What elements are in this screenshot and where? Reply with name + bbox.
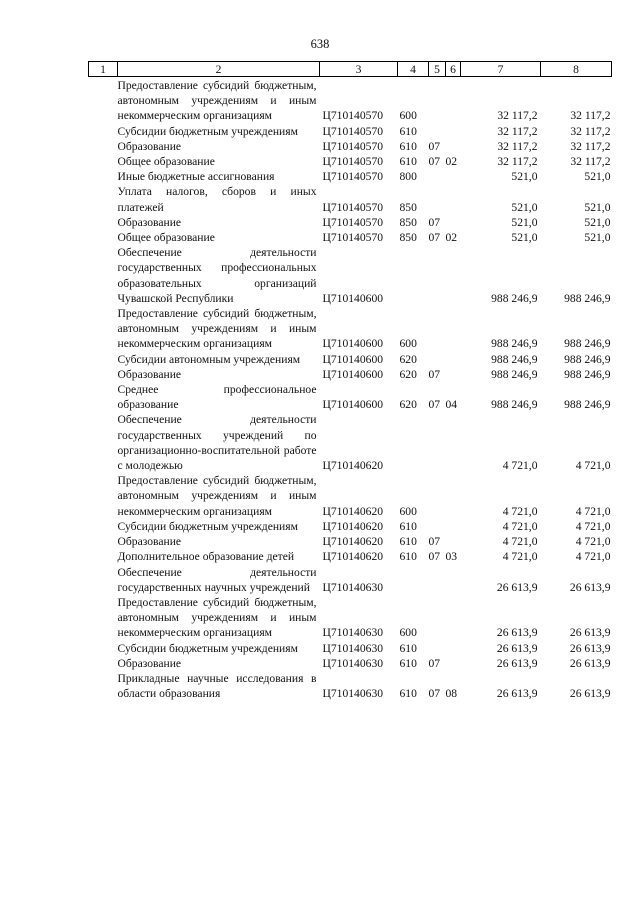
amount-year2-cell: 521,0: [584, 170, 611, 184]
expense-type-cell: 850: [399, 200, 417, 214]
subsection-cell: [446, 565, 461, 595]
item-name-cell: Образование: [117, 367, 182, 381]
section-cell: [429, 412, 446, 473]
row-number-cell: [89, 77, 118, 124]
item-name-cell: Предоставление субсидий бюджетным, автономным учреждениям и иным некоммерческим организациям: [117, 79, 317, 123]
table-row: [89, 412, 612, 473]
row-number-cell: [89, 671, 118, 701]
row-number-cell: [89, 382, 118, 412]
subsection-cell: [446, 184, 461, 214]
table-row: [89, 245, 612, 306]
amount-year1-cell: 521,0: [511, 170, 538, 184]
amount-year2-cell: 32 117,2: [570, 155, 611, 169]
item-name-cell: Обеспечение деятельности государственных профессиональных образовательных организаций Чувашской Республики: [117, 246, 317, 305]
amount-year2-cell: 26 613,9: [569, 626, 611, 640]
amount-year1-cell: 26 613,9: [496, 687, 538, 701]
item-name-cell: Предоставление субсидий бюджетным, автономным учреждениям и иным некоммерческим организациям: [117, 595, 317, 640]
item-name-cell: Образование: [117, 139, 182, 153]
section-cell: 07: [428, 398, 441, 412]
item-name-cell: Предоставление субсидий бюджетным, автономным учреждениям и иным некоммерческим организациям: [117, 307, 317, 351]
section-cell: 07: [428, 215, 441, 229]
subsection-cell: [446, 519, 461, 534]
subsection-cell: 02: [445, 231, 458, 245]
item-name-cell: Образование: [117, 656, 182, 670]
section-cell: 07: [428, 535, 441, 549]
amount-year2-cell: 32 117,2: [570, 109, 611, 123]
amount-year1-cell: 26 613,9: [496, 580, 538, 594]
target-article-code-cell: Ц710140620: [322, 519, 384, 533]
subsection-cell: [446, 412, 461, 473]
target-article-code-cell: Ц710140570: [322, 170, 384, 184]
section-cell: [429, 169, 446, 184]
expense-type-cell: 610: [399, 139, 417, 153]
table-row: [89, 169, 612, 184]
section-cell: [429, 565, 446, 595]
target-article-code-cell: Ц710140630: [322, 656, 384, 670]
section-cell: [429, 77, 446, 124]
subsection-cell: 04: [445, 398, 458, 412]
column-header: 4: [398, 62, 429, 77]
table-row: [89, 306, 612, 352]
row-number-cell: [89, 245, 118, 306]
section-cell: [429, 184, 446, 214]
table-row: [89, 671, 612, 701]
expense-type-cell: [398, 412, 429, 473]
amount-year1-cell: 988 246,9: [491, 398, 538, 412]
subsection-cell: [446, 473, 461, 519]
expense-type-cell: 620: [399, 352, 417, 366]
amount-year1-cell: 26 613,9: [496, 626, 538, 640]
table-row: [89, 154, 612, 169]
expense-type-cell: 850: [399, 231, 417, 245]
row-number-cell: [89, 215, 118, 230]
amount-year1-cell: 32 117,2: [497, 124, 538, 138]
target-article-code-cell: Ц710140630: [322, 626, 384, 640]
subsection-cell: [446, 534, 461, 549]
subsection-cell: [446, 367, 461, 382]
column-header: 3: [320, 62, 398, 77]
amount-year2-cell: 521,0: [584, 200, 611, 214]
target-article-code-cell: Ц710140570: [322, 200, 384, 214]
amount-year1-cell: 988 246,9: [491, 352, 538, 366]
amount-year2-cell: 4 721,0: [575, 550, 611, 564]
amount-year2-cell: 26 613,9: [569, 656, 611, 670]
table-row: [89, 519, 612, 534]
amount-year2-cell: 32 117,2: [570, 124, 611, 138]
amount-year2-cell: 4 721,0: [575, 504, 611, 518]
row-number-cell: [89, 306, 118, 352]
amount-year2-cell: 26 613,9: [569, 641, 611, 655]
expense-type-cell: 620: [399, 367, 417, 381]
column-number-header-row: [89, 62, 612, 77]
column-header: 6: [446, 62, 461, 77]
amount-year1-cell: 4 721,0: [502, 504, 538, 518]
section-cell: 07: [428, 550, 441, 564]
amount-year1-cell: 521,0: [511, 200, 538, 214]
column-header: 8: [541, 62, 612, 77]
subsection-cell: [446, 245, 461, 306]
expense-type-cell: 600: [399, 109, 417, 123]
column-header: 5: [429, 62, 446, 77]
item-name-cell: Субсидии автономным учреждениям: [117, 352, 301, 366]
table-row: [89, 367, 612, 382]
expense-type-cell: 800: [399, 170, 417, 184]
table-row: [89, 656, 612, 671]
section-cell: 07: [428, 656, 441, 670]
amount-year2-cell: 521,0: [584, 215, 611, 229]
expense-type-cell: 610: [399, 550, 417, 564]
amount-year1-cell: 32 117,2: [497, 139, 538, 153]
subsection-cell: 02: [445, 155, 458, 169]
section-cell: [429, 245, 446, 306]
expense-type-cell: 610: [399, 641, 417, 655]
section-cell: 07: [428, 687, 441, 701]
expense-type-cell: 610: [399, 155, 417, 169]
table-row: [89, 184, 612, 214]
item-name-cell: Общее образование: [117, 231, 215, 245]
subsection-cell: [446, 169, 461, 184]
amount-year2-cell: 32 117,2: [570, 139, 611, 153]
item-name-cell: Субсидии бюджетным учреждениям: [117, 124, 298, 138]
column-header: 7: [461, 62, 541, 77]
row-number-cell: [89, 412, 118, 473]
amount-year2-cell: 4 721,0: [575, 535, 611, 549]
subsection-cell: [446, 124, 461, 139]
row-number-cell: [89, 595, 118, 641]
subsection-cell: [446, 656, 461, 671]
row-number-cell: [89, 656, 118, 671]
section-cell: 07: [428, 139, 441, 153]
amount-year1-cell: 4 721,0: [502, 550, 538, 564]
item-name-cell: Дополнительное образование детей: [117, 550, 295, 564]
amount-year1-cell: 988 246,9: [491, 291, 538, 305]
section-cell: [429, 519, 446, 534]
target-article-code-cell: Ц710140600: [322, 337, 384, 351]
table-row: [89, 641, 612, 656]
amount-year1-cell: 521,0: [511, 231, 538, 245]
item-name-cell: Субсидии бюджетным учреждениям: [117, 641, 298, 655]
target-article-code-cell: Ц710140600: [322, 352, 384, 366]
amount-year2-cell: 988 246,9: [564, 367, 611, 381]
expense-type-cell: 610: [399, 535, 417, 549]
item-name-cell: Уплата налогов, сборов и иных платежей: [117, 185, 317, 214]
item-name-cell: Предоставление субсидий бюджетным, автономным учреждениям и иным некоммерческим организациям: [117, 474, 317, 518]
amount-year1-cell: 521,0: [511, 215, 538, 229]
target-article-code-cell: Ц710140600: [322, 291, 384, 305]
subsection-cell: [446, 215, 461, 230]
amount-year2-cell: 26 613,9: [569, 580, 611, 594]
amount-year1-cell: 988 246,9: [491, 337, 538, 351]
row-number-cell: [89, 641, 118, 656]
table-row: [89, 124, 612, 139]
table-row: [89, 352, 612, 367]
target-article-code-cell: Ц710140570: [322, 155, 384, 169]
amount-year1-cell: 32 117,2: [497, 155, 538, 169]
section-cell: 07: [428, 367, 441, 381]
expense-type-cell: 610: [399, 687, 417, 701]
amount-year2-cell: 988 246,9: [564, 337, 611, 351]
expense-type-cell: [398, 565, 429, 595]
amount-year1-cell: 4 721,0: [502, 519, 538, 533]
expense-type-cell: 620: [399, 398, 417, 412]
page-number: 638: [310, 37, 330, 51]
section-cell: [429, 124, 446, 139]
expense-type-cell: 610: [399, 656, 417, 670]
expense-type-cell: 850: [399, 215, 417, 229]
item-name-cell: Субсидии бюджетным учреждениям: [117, 519, 298, 533]
subsection-cell: [446, 641, 461, 656]
table-row: [89, 77, 612, 124]
expense-type-cell: 600: [399, 626, 417, 640]
section-cell: [429, 595, 446, 641]
section-cell: 07: [428, 231, 441, 245]
row-number-cell: [89, 184, 118, 214]
item-name-cell: Образование: [117, 535, 182, 549]
target-article-code-cell: Ц710140620: [322, 504, 384, 518]
table-row: [89, 549, 612, 564]
table-row: [89, 534, 612, 549]
amount-year2-cell: 4 721,0: [575, 519, 611, 533]
amount-year1-cell: 4 721,0: [502, 459, 538, 473]
section-cell: [429, 352, 446, 367]
column-header: 1: [89, 62, 118, 77]
row-number-cell: [89, 139, 118, 154]
row-number-cell: [89, 534, 118, 549]
item-name-cell: Обеспечение деятельности государственных учреждений по организационно-воспитательной работе с молодежью: [117, 413, 317, 473]
table-row: [89, 473, 612, 519]
amount-year1-cell: 26 613,9: [496, 656, 538, 670]
target-article-code-cell: Ц710140570: [322, 215, 384, 229]
section-cell: [429, 641, 446, 656]
amount-year2-cell: 521,0: [584, 231, 611, 245]
section-cell: [429, 306, 446, 352]
target-article-code-cell: Ц710140620: [322, 459, 384, 473]
subsection-cell: [446, 352, 461, 367]
amount-year1-cell: 32 117,2: [497, 109, 538, 123]
amount-year2-cell: 988 246,9: [564, 291, 611, 305]
row-number-cell: [89, 169, 118, 184]
row-number-cell: [89, 154, 118, 169]
section-cell: 07: [428, 155, 441, 169]
row-number-cell: [89, 473, 118, 519]
subsection-cell: 03: [445, 550, 458, 564]
row-number-cell: [89, 367, 118, 382]
item-name-cell: Общее образование: [117, 155, 215, 169]
amount-year1-cell: 988 246,9: [491, 367, 538, 381]
table-row: [89, 230, 612, 245]
expense-type-cell: 610: [399, 519, 417, 533]
item-name-cell: Прикладные научные исследования в области образования: [117, 671, 317, 701]
row-number-cell: [89, 519, 118, 534]
amount-year2-cell: 26 613,9: [569, 687, 611, 701]
item-name-cell: Обеспечение деятельности государственных научных учреждений: [117, 565, 317, 594]
target-article-code-cell: Ц710140630: [322, 580, 384, 594]
target-article-code-cell: Ц710140600: [322, 367, 384, 381]
section-cell: [429, 473, 446, 519]
target-article-code-cell: Ц710140600: [322, 398, 384, 412]
expense-type-cell: 600: [399, 504, 417, 518]
target-article-code-cell: Ц710140570: [322, 109, 384, 123]
subsection-cell: [446, 595, 461, 641]
target-article-code-cell: Ц710140630: [322, 687, 384, 701]
item-name-cell: Образование: [117, 215, 182, 229]
amount-year2-cell: 988 246,9: [564, 352, 611, 366]
subsection-cell: [446, 306, 461, 352]
subsection-cell: 08: [445, 687, 458, 701]
table-row: [89, 382, 612, 412]
amount-year2-cell: 4 721,0: [575, 459, 611, 473]
target-article-code-cell: Ц710140620: [322, 550, 384, 564]
row-number-cell: [89, 352, 118, 367]
row-number-cell: [89, 549, 118, 564]
target-article-code-cell: Ц710140570: [322, 124, 384, 138]
target-article-code-cell: Ц710140570: [322, 139, 384, 153]
table-row: [89, 565, 612, 595]
expense-type-cell: 610: [399, 124, 417, 138]
expense-type-cell: 600: [399, 337, 417, 351]
target-article-code-cell: Ц710140620: [322, 535, 384, 549]
row-number-cell: [89, 565, 118, 595]
column-header: 2: [118, 62, 320, 77]
amount-year2-cell: 988 246,9: [564, 398, 611, 412]
table-row: [89, 215, 612, 230]
subsection-cell: [446, 77, 461, 124]
amount-year1-cell: 4 721,0: [502, 535, 538, 549]
target-article-code-cell: Ц710140570: [322, 231, 384, 245]
target-article-code-cell: Ц710140630: [322, 641, 384, 655]
amount-year1-cell: 26 613,9: [496, 641, 538, 655]
budget-table: [88, 61, 612, 701]
row-number-cell: [89, 124, 118, 139]
table-body: [89, 77, 612, 702]
subsection-cell: [446, 139, 461, 154]
item-name-cell: Среднее профессиональное образование: [117, 383, 317, 412]
table-row: [89, 139, 612, 154]
item-name-cell: Иные бюджетные ассигнования: [117, 170, 275, 184]
table-row: [89, 595, 612, 641]
row-number-cell: [89, 230, 118, 245]
expense-type-cell: [398, 245, 429, 306]
